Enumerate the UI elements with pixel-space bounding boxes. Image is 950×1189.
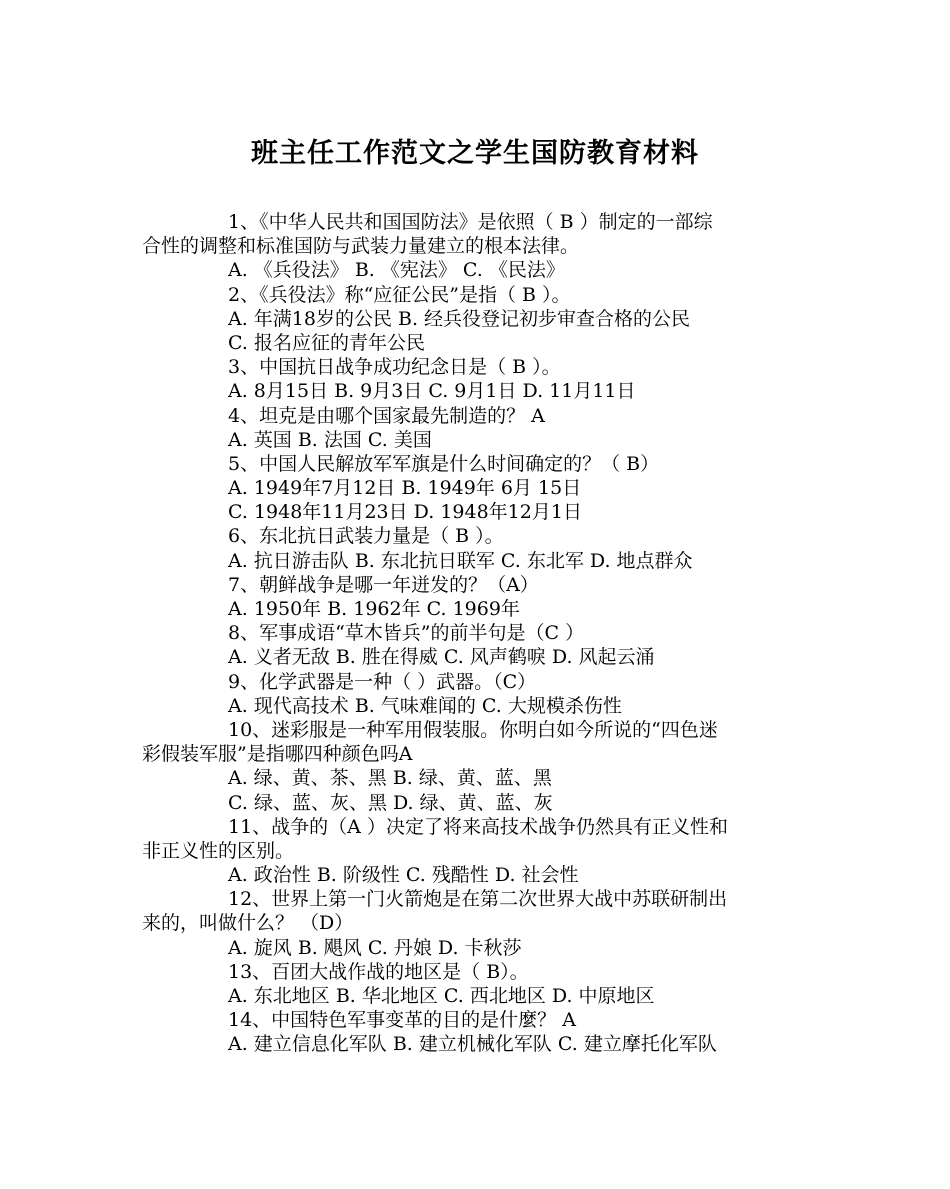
text-line: 9、化学武器是一种（ ）武器。（C） [228, 670, 537, 693]
text-line: 5、中国人民解放军军旗是什么时间确定的？（ B） [228, 452, 660, 475]
text-line: 14、中国特色军事变革的目的是什麼？ A [228, 1009, 576, 1032]
text-line: C. 1948年11月23日 D. 1948年12月1日 [228, 501, 582, 524]
text-line: 来的，叫做什么？ （D） [142, 912, 354, 935]
text-line: A. 8月15日 B. 9月3日 C. 9月1日 D. 11月11日 [228, 380, 636, 403]
text-line: C. 报名应征的青年公民 [228, 331, 425, 354]
text-line: 4、坦克是由哪个国家最先制造的？ A [228, 404, 545, 427]
text-line: C. 绿、蓝、灰、黑 D. 绿、黄、蓝、灰 [228, 791, 553, 814]
text-line: A. 东北地区 B. 华北地区 C. 西北地区 D. 中原地区 [228, 985, 655, 1007]
text-line: 6、东北抗日武装力量是（ B ）。 [228, 525, 504, 548]
text-line: 3、中国抗日战争成功纪念日是（ B ）。 [228, 356, 561, 379]
text-line: 1、《中华人民共和国国防法》是依照（ B ）制定的一部综 [228, 211, 713, 233]
text-line: 12、世界上第一门火箭炮是在第二次世界大战中苏联研制出 [228, 888, 728, 911]
text-line: A. 1950年 B. 1962年 C. 1969年 [228, 598, 520, 620]
text-line: 10、迷彩服是一种军用假装服。你明白如今所说的“四色迷 [228, 718, 718, 741]
text-line: A. 现代高技术 B. 气味难闻的 C. 大规模杀伤性 [228, 694, 622, 717]
text-line: A. 1949年7月12日 B. 1949年 6月 15日 [228, 477, 582, 500]
text-line: 非正义性的区别。 [142, 839, 295, 862]
text-line: 11、战争的（A ）决定了将来高技术战争仍然具有正义性和 [228, 815, 728, 838]
text-line: A. 《兵役法》 B. 《宪法》 C. 《民法》 [228, 259, 565, 282]
text-line: A. 义者无敌 B. 胜在得威 C. 风声鹤唳 D. 风起云涌 [228, 646, 655, 669]
text-line: 7、朝鲜战争是哪一年迸发的？（A） [228, 573, 539, 596]
text-line: 彩假装军服”是指哪四种颜色吗A [142, 743, 413, 766]
text-line: 8、军事成语“草木皆兵”的前半句是（C ） [228, 622, 585, 645]
text-line: A. 绿、黄、茶、黑 B. 绿、黄、蓝、黑 [228, 767, 552, 790]
text-line: A. 年满18岁的公民 B. 经兵役登记初步审查合格的公民 [228, 307, 691, 330]
document-body [142, 210, 814, 1057]
text-line: A. 抗日游击队 B. 东北抗日联军 C. 东北军 D. 地点群众 [228, 549, 693, 572]
text-line: A. 旋风 B. 飓风 C. 丹娘 D. 卡秋莎 [228, 936, 522, 959]
text-line: 合性的调整和标准国防与武装力量建立的根本法律。 [142, 235, 580, 258]
text-line: A. 建立信息化军队 B. 建立机械化军队 C. 建立摩托化军队 [228, 1033, 717, 1056]
text-line: 2、《兵役法》称“应征公民”是指（ B ）。 [228, 283, 571, 306]
text-line: A. 政治性 B. 阶级性 C. 残酷性 D. 社会性 [228, 864, 579, 887]
text-line: 13、百团大战作战的地区是（ B）。 [228, 960, 529, 983]
page-title: 班主任工作范文之学生国防教育材料 [251, 138, 699, 169]
text-line: A. 英国 B. 法国 C. 美国 [228, 428, 432, 451]
